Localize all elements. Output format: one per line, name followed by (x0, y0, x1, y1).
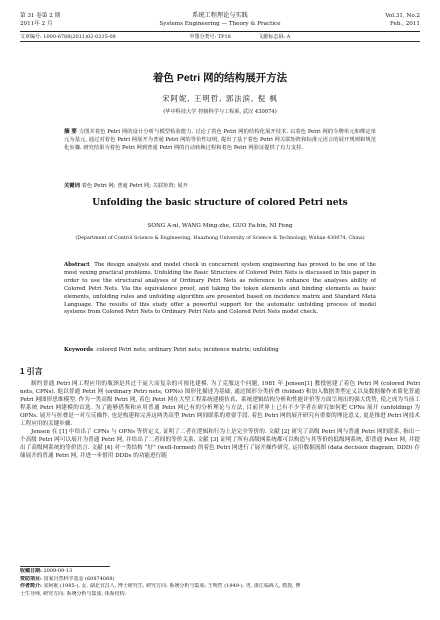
footnote-author (20, 583, 420, 591)
abstract-en-label: Abstract (64, 262, 90, 268)
abstract-cn-text: 力图并着色 Petri 网的设计分析与模型检验能力. 讨论了着色 Petri 网的结构化展开技术. 以着色 Petri 网的令牌单元和绑定单元为基元, 通过对着色 Petri 网展开为普通 Petri 网的等价性证明, 提出了基于着色 Petri 网关联矩阵和标准元语言的展开规则和规范化步骤. 研究结果为着色 Petri 网到普通 Petri 网的自动转换过程和着色 Petri 网验证提供了有力支持. (64, 129, 376, 152)
fund-text: 国家自然科学基金 (60874068) (43, 575, 115, 582)
volume-en: Vol.31, No.2 (385, 13, 420, 19)
journal-title-en: Systems Engineering — Theory & Practice (159, 21, 281, 27)
footnote-received (20, 568, 420, 576)
author-bio-label: 作者简介: (20, 583, 42, 590)
issue-cn: 第 31 卷第 2 期 (20, 13, 61, 19)
authors-cn: 宋阿妮, 王明哲, 郭法滨, 倪 枫 (162, 94, 278, 103)
paper-title-en: Unfolding the basic structure of colored Petri nets (92, 198, 348, 208)
document-code: 文献标志码: A (258, 34, 291, 40)
article-id: 文章编号: 1000-6788(2011)02-0315-08 (20, 34, 116, 40)
article-info-line (20, 33, 420, 40)
section-heading-introduction: 1 引言 (20, 367, 43, 376)
affiliation-cn: (华中科技大学 控制科学与工程系, 武汉 430074) (163, 109, 277, 115)
paper-title-cn: 着色 Petri 网的结构展开方法 (152, 72, 288, 84)
body-paragraph: Jensen 在 [1] 中给出了 CPNs 与 OPNs 等价定义, 证明了二者在逻辑和行为上是完全等价的. 文献 [2] 研究了高级 Petri 网与普通 Petri 网的联系, 指出一个高级 Petri 网可以展开为普通 Petri 网, 并给出了二者间的等价关系. 文献 [3] 证明了所有高级网系统都可以构造与其等价的低级网系统, 即普通 Petri 网, 并提出了高级网系统的等价语言. 文献 [4] 对一类结构 “好” (well-formed) 的着色 Petri 网进行了展开操作研究, 运用数据流图 (data decision diagram, DDD) 存储展开的普通 Petri 网, 并进一步借用 DDDs 的功能进行随 (20, 429, 420, 460)
footnote-fund (20, 576, 420, 584)
clc-number: 中图分类号: TP18 (189, 34, 231, 40)
abstract-en-text: The design analysis and model check in concurrent system engineering has proved to be one of the most vexing practical problems. Unfolding the Basic Structure of Colored Petri Nets is discussed in this paper in order to use the structural analyses of Ordinary Petri Nets as reference to enhance the analyses ability of Colored Petri Nets. Via the equivalence proof, and taking the token elements and binding elements as basic elements, unfolding rules and unfolding algorithm are presented based on incidence matrix and Standard Meta Language. The results of this study offer a powerful support for the automatic unfolding process of model systems from Colored Petri Nets to Ordinary Petri Nets and Colored Petri Nets model check. (64, 262, 376, 316)
keywords-en-text: colored Petri nets; ordinary Petri nets; incidence matrix; unfolding (96, 347, 279, 353)
authors-en: SONG A-ni, WANG Ming-zhe, GUO Fa-bin, NI Feng (147, 223, 293, 229)
journal-title-cn: 系统工程理论与实践 (192, 12, 248, 19)
date-en: Feb., 2011 (389, 21, 420, 27)
fund-label: 资助项目: (20, 575, 42, 582)
footnotes (20, 568, 420, 598)
body-text (20, 380, 420, 460)
keywords-en-label: Keywords (64, 347, 94, 353)
author-bio-text-cont: 士生导师, 研究方向: 系统分析与集成, 体系结构. (20, 590, 127, 597)
affiliation-en: (Department of Control Science & Engineering, Huazhong University of Science & Technology, Wuhan 430074, China) (75, 236, 365, 241)
received-date: 2009-09-13 (43, 568, 73, 574)
author-bio-text: 宋阿妮 (1985-), 女, 湖北宜昌人, 博士研究生, 研究方向: 系统分析与集成; 王明哲 (1949-), 男, 浙江临海人, 教授, 博 (43, 583, 301, 590)
date-cn: 2011年 2 月 (20, 21, 53, 27)
abstract-cn (64, 128, 376, 152)
keywords-cn (64, 181, 376, 189)
body-paragraph: 制约普通 Petri 网工程应用的瓶颈是其过于庞大而复杂的可视化建模. 为了克服这个问题, 1981 年 Jensen[1] 教授创建了着色 Petri 网 (colored Petri nets, CPNs). 他以普通 Petri 网 (ordinary Petri nets, OPNs) 图形化描述为基础, 通过图形分类折叠 (folded) 和加入数据类型定义以及数据操作来简化普通 Petri 网图形思维模型. 作为一类高级 Petri 网, 着色 Petri 网在大型工程系统建模仿真、系统逻辑结构分析和性能评价等方面呈现出的强大优势, 使之成为当前工程系统 Petri 网建模的首选. 为了能够借鉴和应用普通 Petri 网已有的分析理论与方法, 目前世界上已有不少学者在研究如何把 CPNs 展开 (unfolding) 为 OPNs. 展开与折叠是一对互反操作, 也是构建和完善这两类高型 Petri 网间联系的重要手段. 着色 Petri 网的展开研究有重要的理论意义, 更是推进 Petri 网技术工程应用的关键步骤. (20, 381, 420, 428)
keywords-en (64, 347, 376, 353)
received-label: 收稿日期: (20, 568, 42, 574)
footnote-rule (20, 566, 110, 567)
header-rule (20, 31, 420, 32)
abstract-en (64, 262, 376, 317)
keywords-cn-text: 着色 Petri 网; 普通 Petri 网; 关联矩阵; 展开 (81, 183, 188, 189)
keywords-cn-label: 关键词 (64, 183, 80, 189)
article-info-rule (20, 41, 420, 42)
abstract-cn-label: 摘 要 (64, 129, 77, 135)
footnote-author-cont (20, 591, 420, 599)
